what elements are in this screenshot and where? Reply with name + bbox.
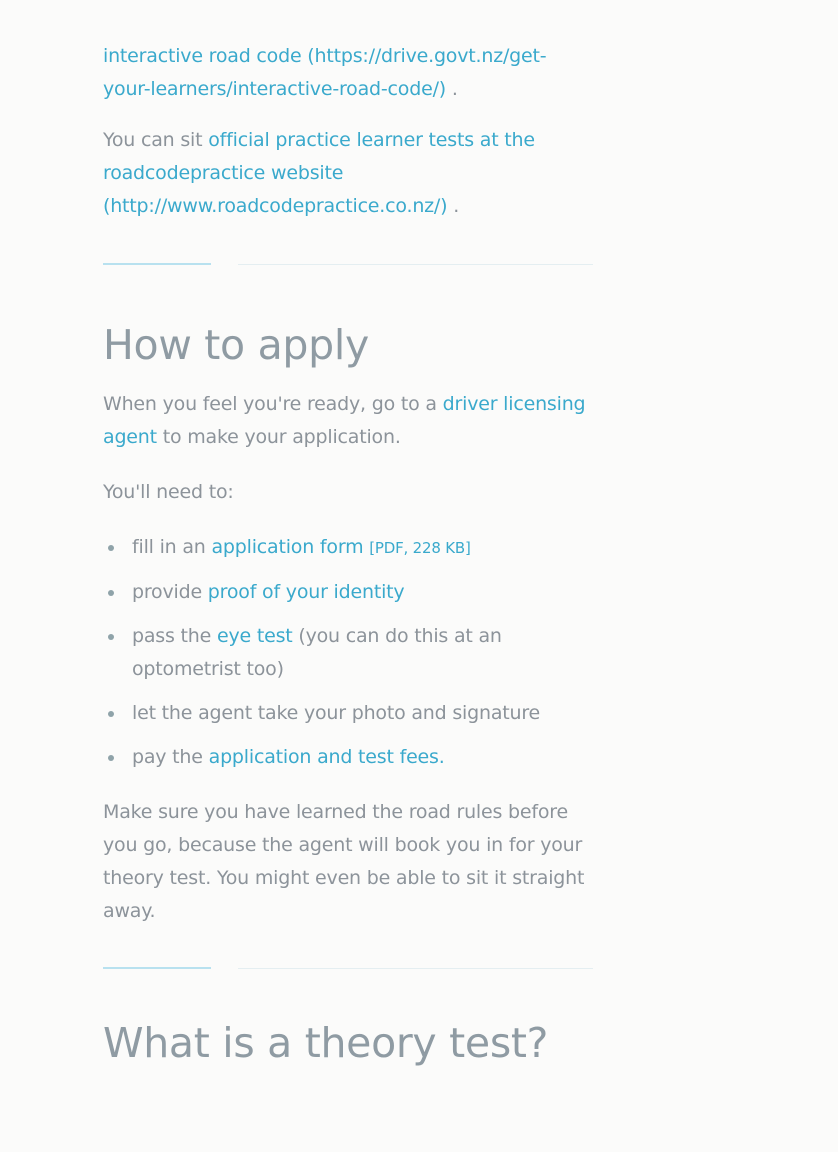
list-item <box>103 620 593 686</box>
item-text: pay the <box>132 746 203 768</box>
application-form-link[interactable]: application form <box>211 536 364 558</box>
bullet-icon <box>108 634 114 640</box>
divider-accent <box>103 263 211 265</box>
bullet-icon <box>108 545 114 551</box>
list-item <box>103 741 593 774</box>
driver-licensing-agent-link[interactable]: driver licensing agent <box>103 393 586 448</box>
application-test-fees-link[interactable]: application and test fees <box>208 746 439 768</box>
ready-paragraph <box>103 388 593 454</box>
interactive-road-code-link[interactable]: interactive road code <box>103 45 302 67</box>
how-to-apply-heading: How to apply <box>103 321 369 369</box>
divider-accent <box>103 967 211 969</box>
pdf-size-label: [PDF, 228 KB] <box>369 539 471 557</box>
item-text: provide <box>132 581 202 603</box>
section-divider <box>103 967 593 970</box>
divider-rule <box>238 968 593 969</box>
sit-prefix: You can sit <box>103 129 203 151</box>
list-item <box>103 531 593 565</box>
ready-prefix: When you feel you're ready, go to a <box>103 393 437 415</box>
item-text-suffix: (you can do this at an optometrist too) <box>132 625 502 680</box>
proof-of-identity-link[interactable]: proof of your identity <box>207 581 405 603</box>
closing-paragraph: Make sure you have learned the road rules before you go, because the agent will book you in for your theory test. You might even be able to sit it straight away. <box>103 801 585 922</box>
theory-test-heading: What is a theory test? <box>103 1019 549 1067</box>
list-item <box>103 697 593 730</box>
practice-tests-link[interactable]: official practice learner tests at the roadcodepractice website <box>103 129 535 184</box>
item-text: pass the <box>132 625 212 647</box>
eye-test-link[interactable]: eye test <box>216 625 293 647</box>
item-text: fill in an <box>132 536 206 558</box>
ready-suffix: to make your application. <box>162 426 401 448</box>
practice-url[interactable]: (http://www.roadcodepractice.co.nz/) <box>103 195 448 217</box>
list-item <box>103 576 593 609</box>
bullet-icon <box>108 711 114 717</box>
how-to-apply-section <box>103 318 593 928</box>
page-content <box>103 40 593 1086</box>
bullet-icon <box>108 590 114 596</box>
intro-road-code-paragraph <box>103 40 593 106</box>
requirements-list <box>103 531 593 774</box>
period: . <box>451 78 458 100</box>
period: . <box>453 195 460 217</box>
divider-rule <box>238 264 593 265</box>
item-text: let the agent take your photo and signature <box>132 702 541 724</box>
section-divider <box>103 263 593 266</box>
intro-practice-paragraph <box>103 124 593 223</box>
need-intro: You'll need to: <box>103 481 234 503</box>
item-text-suffix: . <box>438 746 445 768</box>
bullet-icon <box>108 755 114 761</box>
road-code-url[interactable]: (https://drive.govt.nz/get-your-learners/interactive-road-code/) <box>103 45 547 100</box>
